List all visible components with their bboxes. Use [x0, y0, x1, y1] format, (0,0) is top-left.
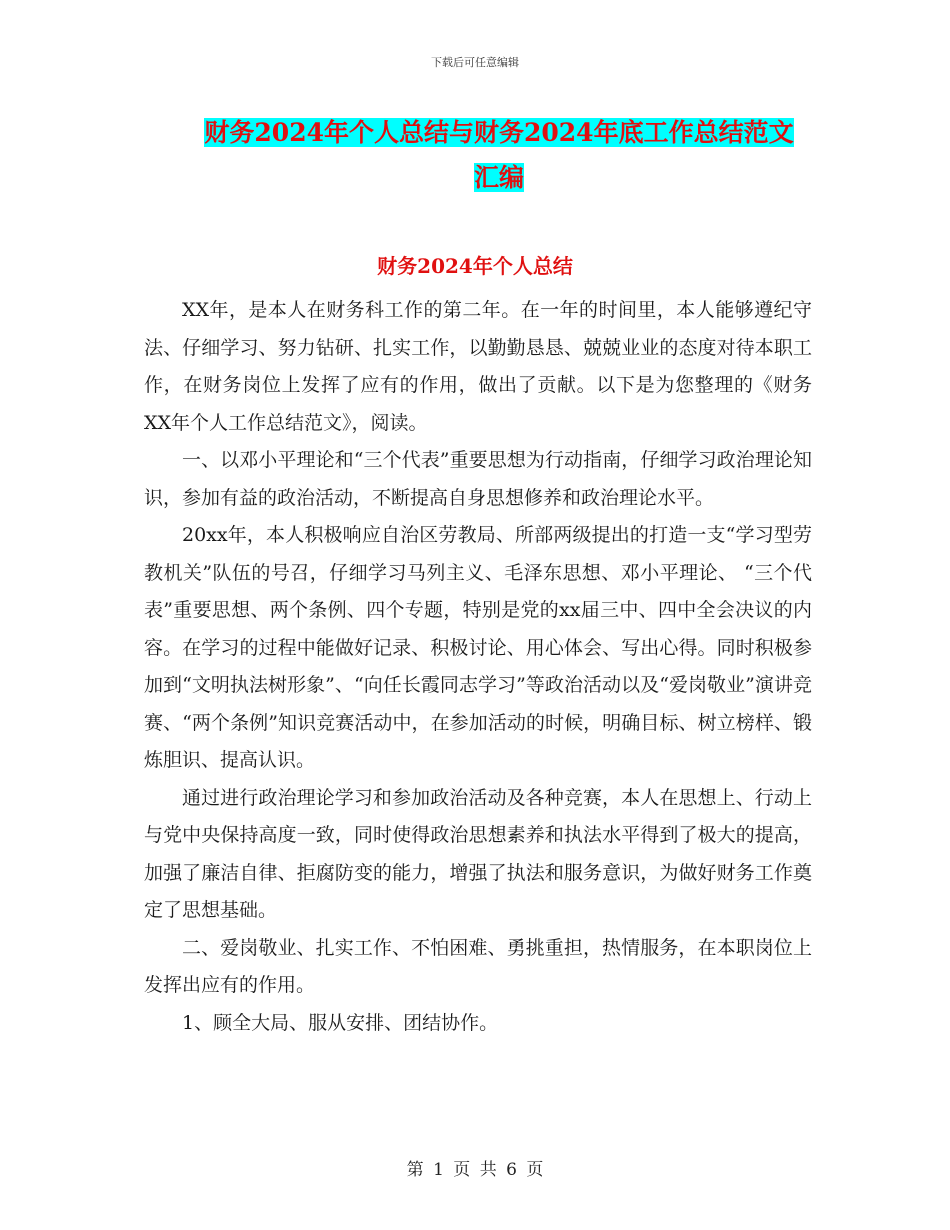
paragraph: 一、以邓小平理论和“三个代表”重要思想为行动指南，仔细学习政治理论知识，参加有益的政治活动，不断提高自身思想修养和政治理论水平。 [144, 449, 812, 509]
header-note: 下载后可任意编辑 [431, 56, 519, 69]
page-number: 第 1 页 共 6 页 [406, 1160, 544, 1180]
paragraph: XX年，是本人在财务科工作的第二年。在一年的时间里，本人能够遵纪守法、仔细学习、努力钻研、扎实工作，以勤勤恳恳、兢兢业业的态度对待本职工作，在财务岗位上发挥了应有的作用，做出了贡献。以下是为您整理的《财务XX年个人工作总结范文》，阅读。 [144, 299, 812, 434]
section-title: 财务2024年个人总结 [377, 254, 573, 278]
document-title-line-2: 汇编 [473, 163, 524, 192]
document-body [144, 292, 812, 1042]
document-title-line-1: 财务2024年个人总结与财务2024年底工作总结范文 [204, 118, 794, 147]
paragraph: 20xx年，本人积极响应自治区劳教局、所部两级提出的打造一支“学习型劳教机关”队伍的号召，仔细学习马列主义、毛泽东思想、邓小平理论、 “三个代表”重要思想、两个条例、四个专题，特别是党的xx届三中、四中全会决议的内容。在学习的过程中能做好记录、积极讨论、用心体会、写出心得。同时积极参加到“文明执法树形象”、“向任长霞同志学习”等政治活动以及“爱岗敬业”演讲竞赛、“两个条例”知识竞赛活动中，在参加活动的时候，明确目标、树立榜样、锻炼胆识、提高认识。 [144, 524, 812, 771]
paragraph: 二、爱岗敬业、扎实工作、不怕困难、勇挑重担，热情服务，在本职岗位上发挥出应有的作用。 [144, 936, 812, 996]
document-title [196, 110, 802, 200]
paragraph: 1、顾全大局、服从安排、团结协作。 [182, 1011, 499, 1034]
paragraph: 通过进行政治理论学习和参加政治活动及各种竞赛，本人在思想上、行动上与党中央保持高度一致，同时使得政治思想素养和执法水平得到了极大的提高，加强了廉洁自律、拒腐防变的能力，增强了执法和服务意识，为做好财务工作奠定了思想基础。 [144, 786, 812, 921]
